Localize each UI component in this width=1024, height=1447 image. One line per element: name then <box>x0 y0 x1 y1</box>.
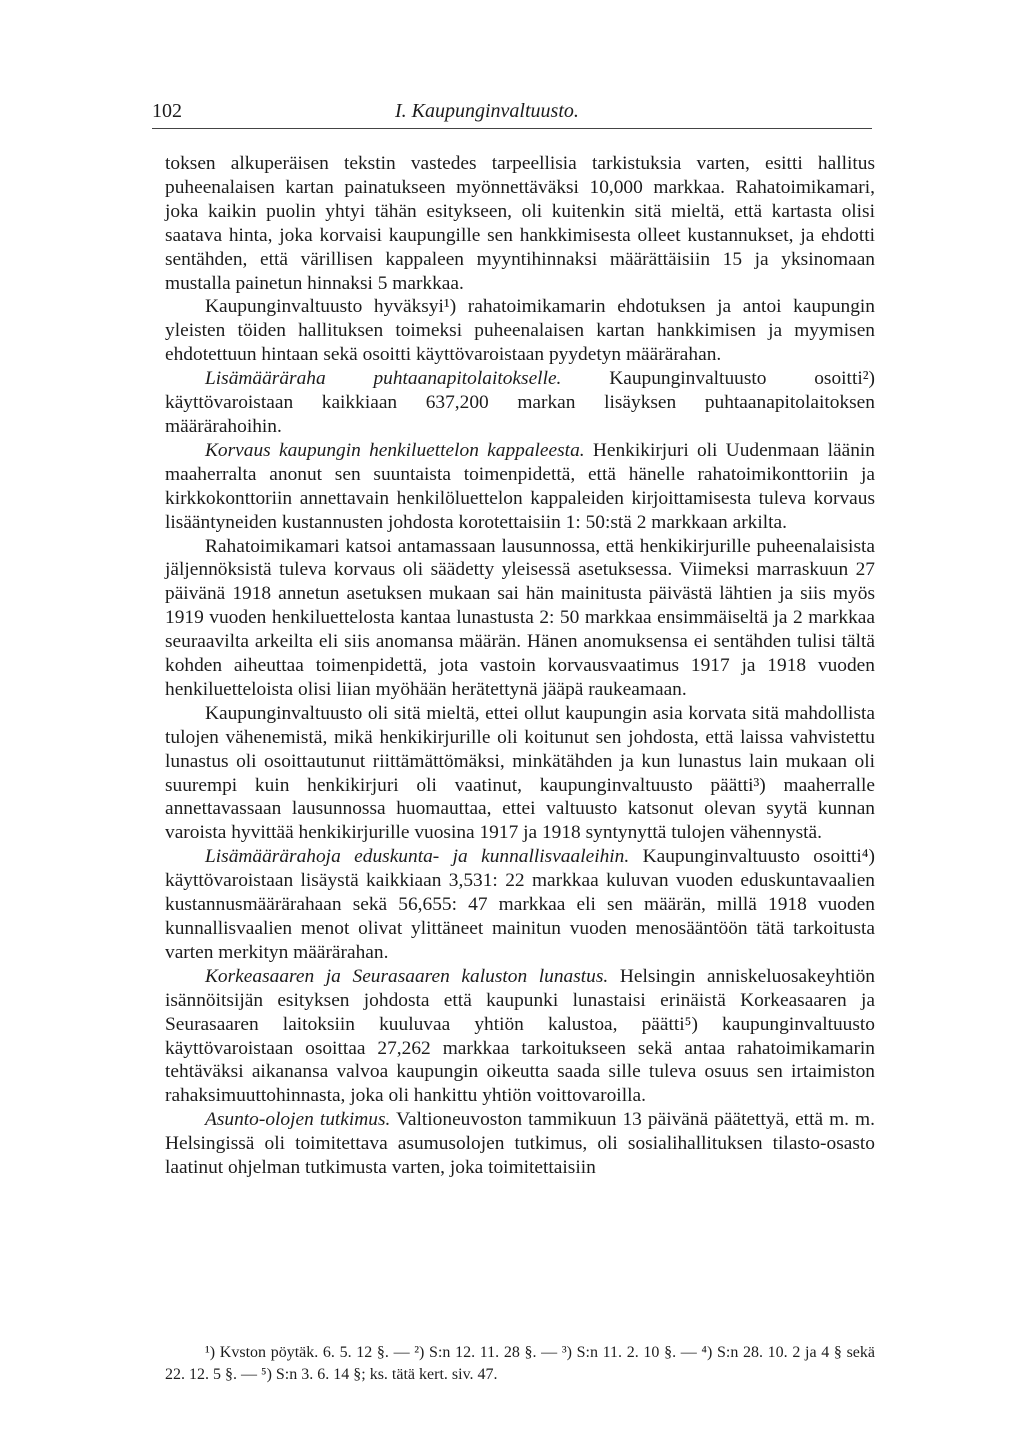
page-header <box>152 100 872 128</box>
header-rule <box>152 128 872 129</box>
footnote-text: ¹) Kvston pöytäk. 6. 5. 12 §. — ²) S:n 12. 11. 28 §. — ³) S:n 11. 2. 10 §. — ⁴) S:n 28. 10. 2 ja 4 § sekä 22. 12. 5 §. — ⁵) S:n 3. 6. 14 §; ks. tätä kert. siv. 47. <box>165 1344 875 1383</box>
paragraph-6-text: Kaupunginvaltuusto oli sitä mieltä, ettei ollut kaupungin asia korvata sitä mahdollista tulojen vähenemistä, mikä henkikirjurille oli koitunut sen johdosta, että laissa vahvistettu lunastus oli osoittautunut riittämättömäksi, minkätähden ja kun lunastus lain mukaan oli suurempi kuin henkikirjuri oli vaatinut, kaupunginvaltuusto päätti³) maaherralle annettavassaan lausunnossa huomauttaa, ettei valtuusto katsonut olevan syytä kunnan varoista hyvittää henkikirjurille vuosina 1917 ja 1918 syntynyttä tulojen vähennystä. <box>165 702 875 844</box>
paragraph-2 <box>165 295 875 367</box>
running-title: I. Kaupunginvaltuusto. <box>395 100 579 122</box>
section-title-9: Asunto-olojen tutkimus. <box>205 1109 391 1131</box>
paragraph-5-text: Rahatoimikamari katsoi antamassaan lausunnossa, että henkikirjurille puheenalaisista jäljennöksistä tuleva korvaus oli säädetty yleisessä asetuksessa. Viimeksi marraskuun 27 päivänä 1918 annetun asetuksen mukaan sai hän mainitusta päivästä lähtien ja siis myös 1919 vuoden henkiluettelosta kantaa lunastusta 2: 50 markkaa ensimmäiseltä ja 2 markkaa seuraavilta arkeilta eli siis anomansa määrän. Hänen anomuksensa ei sentähden tulisi tältä kohden aiheuttaa toimenpidettä, jota vastoin korvausvaatimus 1917 ja 1918 vuoden henkiluetteloista olisi liian myöhään herätettynä jääpä raukeamaan. <box>165 535 875 700</box>
paragraph-1 <box>165 152 875 295</box>
section-title-7: Lisämäärärahoja eduskunta- ja kunnallisvaaleihin. <box>205 846 630 868</box>
page-number: 102 <box>152 100 182 122</box>
section-title-4: Korvaus kaupungin henkiluettelon kappaleesta. <box>205 439 585 461</box>
paragraph-4 <box>165 439 875 535</box>
paragraph-3 <box>165 367 875 439</box>
paragraph-2-text: Kaupunginvaltuusto hyväksyi¹) rahatoimikamarin ehdotuksen ja antoi kaupungin yleisten töiden hallituksen toimeksi puheenalaisen kartan hankkimisen ja myymisen ehdotettuun hintaan sekä osoitti käyttövaroistaan pyydetyn määrärahan. <box>165 296 875 366</box>
paragraph-1-text: toksen alkuperäisen tekstin vastedes tarpeellisia tarkistuksia varten, esitti hallitus puheenalaisen kartan painatukseen myönnettäväksi 10,000 markkaa. Rahatoimikamari, joka kaikin puolin yhtyi tähän esitykseen, oli kuitenkin sitä mieltä, että kartasta olisi saatava hinta, joka korvaisi kaupungille sen hankkimisesta olleet kustannukset, ja ehdotti sentähden, että värillisen kappaleen myyntihinnaksi määrättäisiin 15 ja yksinomaan mustalla painetun hinnaksi 5 markkaa. <box>165 153 875 294</box>
paragraph-4-text: Henkikirjuri oli Uudenmaan läänin maaherralta anonut sen suuntaista toimenpidettä, että hänelle rahatoimikonttoriin ja kirkkokonttoriin annettavain henkilöluettelon kappaleiden kirjoittamisesta tuleva korvaus lisääntyneiden kustannusten johdosta korotettaisiin 1: 50:stä 2 markkaan arkilta. <box>165 439 875 533</box>
section-title-8: Korkeasaaren ja Seurasaaren kaluston lunastus. <box>205 965 609 987</box>
footnotes <box>165 1342 875 1386</box>
paragraph-3-text: Kaupunginvaltuusto osoitti²) käyttövaroistaan kaikkiaan 637,200 markan lisäyksen puhtaanapitolaitoksen määrärahoihin. <box>165 368 875 437</box>
body-text <box>165 152 875 1180</box>
paragraph-9-text: Valtioneuvoston tammikuun 13 päivänä päätettyä, että m. m. Helsingissä oli toimitettava asumusolojen tutkimus, oli sosialihallituksen tilasto-osasto laatinut ohjelman tutkimusta varten, joka toimitettaisiin <box>165 1109 875 1179</box>
paragraph-6 <box>165 702 875 845</box>
paragraph-7-text: Kaupunginvaltuusto osoitti⁴) käyttövaroistaan lisäystä kaikkiaan 3,531: 22 markkaa kuluvan vuoden eduskuntavaalien kustannusmäärärahaan sekä 56,655: 47 markkaa eli sen määrän, millä 1918 vuoden kunnallisvaalien menot olivat ylittäneet mainitun vuoden menosääntöön tätä tarkoitusta varten merkityn määrärahan. <box>165 846 875 963</box>
paragraph-8 <box>165 965 875 1108</box>
paragraph-9 <box>165 1108 875 1180</box>
paragraph-5 <box>165 535 875 702</box>
paragraph-8-text: Helsingin anniskeluosakeyhtiön isännöitsijän esityksen johdosta että kaupunki lunastaisi erinäistä Korkeasaaren ja Seurasaaren laitoksiin kuuluvaa yhtiön kalustoa, päätti⁵) kaupunginvaltuusto käyttövaroistaan osoittaa 27,262 markkaa tarkoitukseen sekä antaa rahatoimikamarin tehtäväksi aikanansa valvoa kaupungin oikeutta saada sille tuleva osuus sen irtaimiston rahaksimuuttohinnasta, joka oli hankittu yhtiön voittovaroilla. <box>165 965 875 1107</box>
paragraph-7 <box>165 845 875 965</box>
section-title-3: Lisämääräraha puhtaanapitolaitokselle. <box>205 368 562 390</box>
